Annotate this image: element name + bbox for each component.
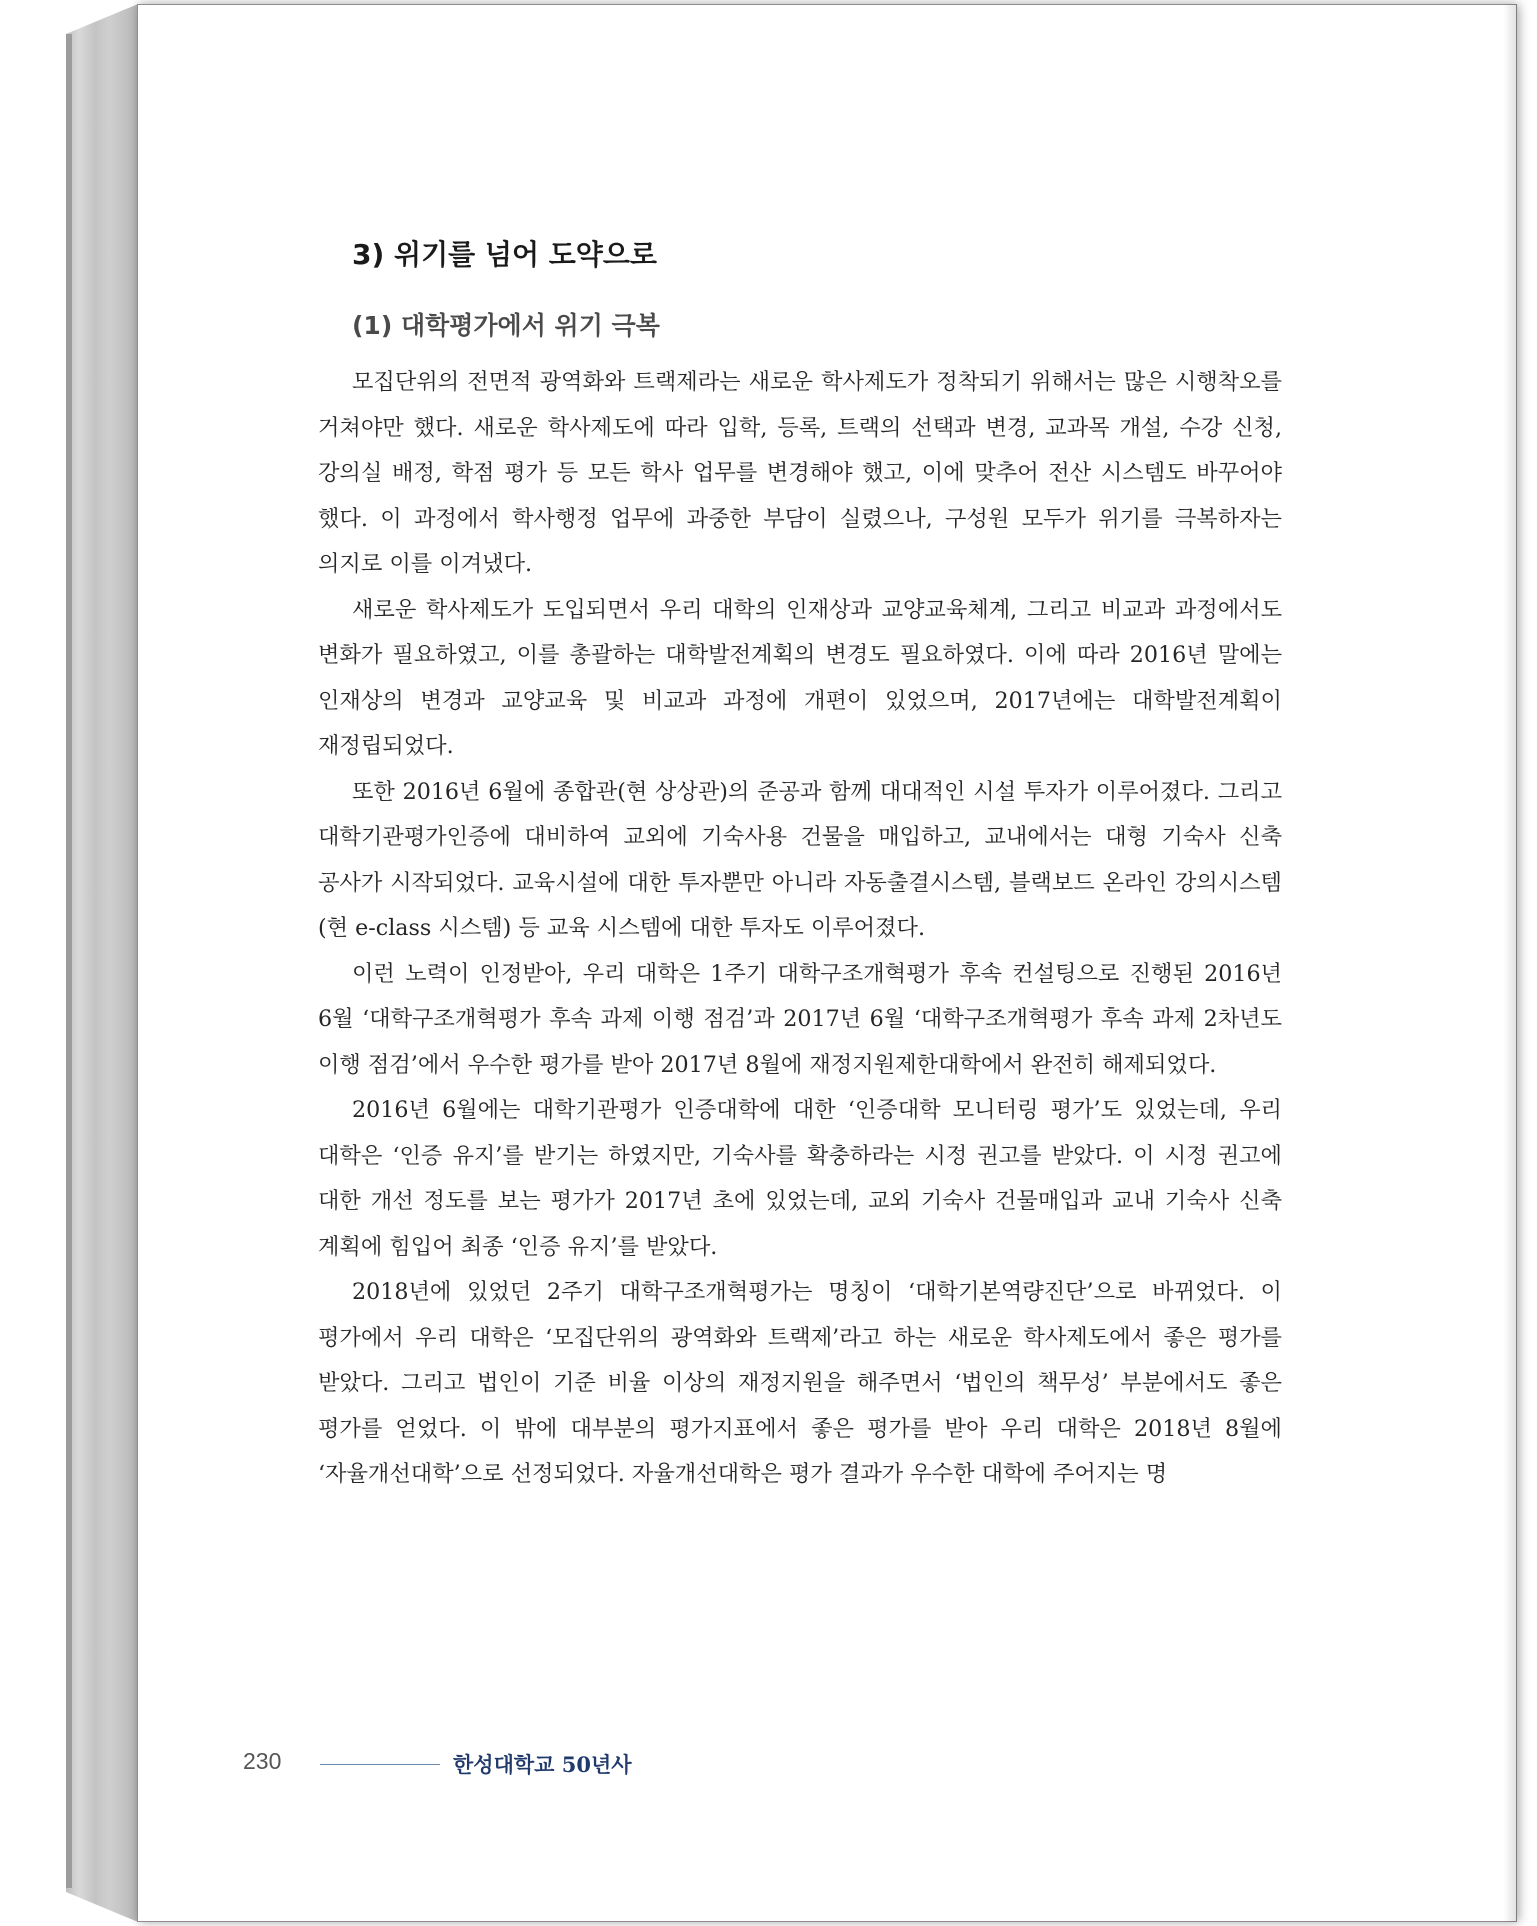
paragraph: 2016년 6월에는 대학기관평가 인증대학에 대한 ‘인증대학 모니터링 평가’도 있었는데, 우리 대학은 ‘인증 유지’를 받기는 하였지만, 기숙사를 확충하라는 시정 권고를 받았다. 이 시정 권고에 대한 개선 정도를 보는 평가가 2017년 초에 있었는데, 교외 기숙사 건물매입과 교내 기숙사 신축 계획에 힘입어 최종 ‘인증 유지’를 받았다. (318, 1097, 1282, 1260)
subsection-title: (1) 대학평가에서 위기 극복 (352, 311, 660, 340)
running-title: 한성대학교 50년사 (453, 1752, 632, 1777)
footer-divider (320, 1764, 440, 1765)
paragraph: 모집단위의 전면적 광역화와 트랙제라는 새로운 학사제도가 정착되기 위해서는 많은 시행착오를 거쳐야만 했다. 새로운 학사제도에 따라 입학, 등록, 트랙의 선택과 변경, 교과목 개설, 수강 신청, 강의실 배정, 학점 평가 등 모든 학사 업무를 변경해야 했고, 이에 맞추어 전산 시스템도 바꾸어야 했다. 이 과정에서 학사행정 업무에 과중한 부담이 실렸으나, 구성원 모두가 위기를 극복하자는 의지로 이를 이겨냈다. (318, 369, 1282, 577)
section-title: 3) 위기를 넘어 도약으로 (352, 238, 657, 271)
book-spine (66, 4, 138, 1922)
book-spine-edge (66, 34, 72, 1888)
paragraph: 이런 노력이 인정받아, 우리 대학은 1주기 대학구조개혁평가 후속 컨설팅으로 진행된 2016년 6월 ‘대학구조개혁평가 후속 과제 이행 점검’과 2017년 6월 ‘대학구조개혁평가 후속 과제 2차년도 이행 점검’에서 우수한 평가를 받아 2017년 8월에 재정지원제한대학에서 완전히 해제되었다. (318, 960, 1282, 1078)
body-text (318, 360, 1282, 1498)
paragraph: 2018년에 있었던 2주기 대학구조개혁평가는 명칭이 ‘대학기본역량진단’으로 바뀌었다. 이 평가에서 우리 대학은 ‘모집단위의 광역화와 트랙제’라고 하는 새로운 학사제도에서 좋은 평가를 받았다. 그리고 법인이 기준 비율 이상의 재정지원을 해주면서 ‘법인의 책무성’ 부분에서도 좋은 평가를 얻었다. 이 밖에 대부분의 평가지표에서 좋은 평가를 받아 우리 대학은 2018년 8월에 ‘자율개선대학’으로 선정되었다. 자율개선대학은 평가 결과가 우수한 대학에 주어지는 명 (318, 1279, 1282, 1487)
page-number: 230 (243, 1748, 282, 1774)
page-edge-shadow (1503, 4, 1517, 1922)
page-footer (243, 1748, 663, 1778)
paragraph: 또한 2016년 6월에 종합관(현 상상관)의 준공과 함께 대대적인 시설 투자가 이루어졌다. 그리고 대학기관평가인증에 대비하여 교외에 기숙사용 건물을 매입하고, 교내에서는 대형 기숙사 신축 공사가 시작되었다. 교육시설에 대한 투자뿐만 아니라 자동출결시스템, 블랙보드 온라인 강의시스템(현 e-class 시스템) 등 교육 시스템에 대한 투자도 이루어졌다. (318, 778, 1282, 941)
paragraph: 새로운 학사제도가 도입되면서 우리 대학의 인재상과 교양교육체계, 그리고 비교과 과정에서도 변화가 필요하였고, 이를 총괄하는 대학발전계획의 변경도 필요하였다. 이에 따라 2016년 말에는 인재상의 변경과 교양교육 및 비교과 과정에 개편이 있었으며, 2017년에는 대학발전계획이 재정립되었다. (318, 596, 1282, 759)
